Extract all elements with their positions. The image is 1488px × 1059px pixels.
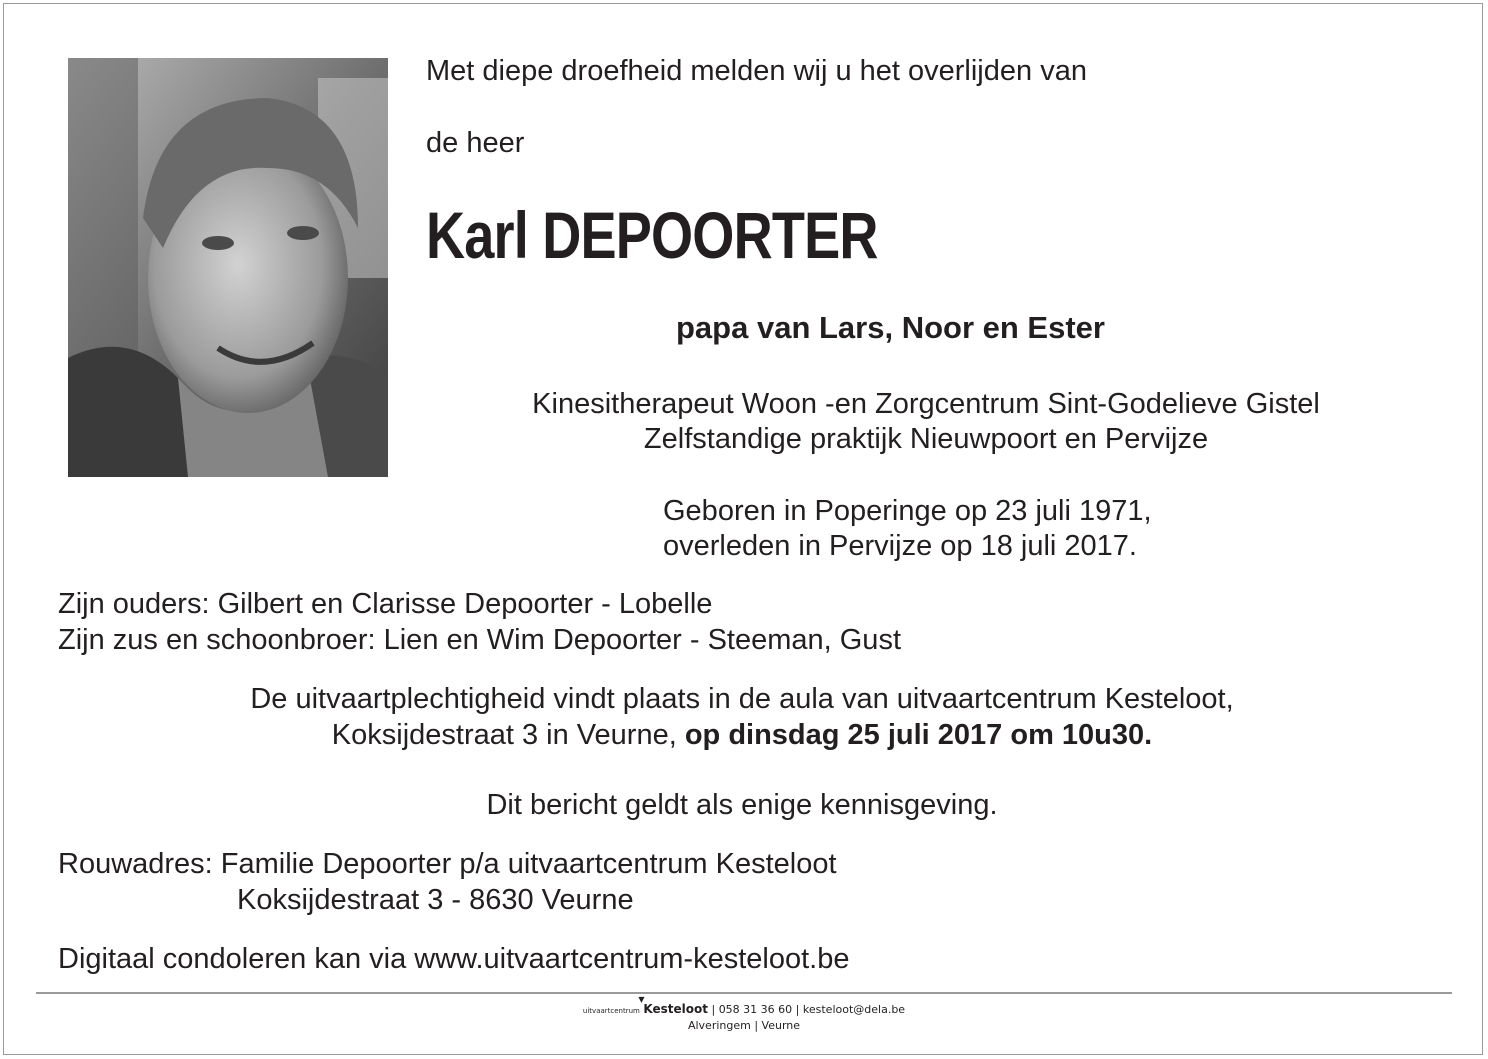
funeral-location: Koksijdestraat 3 in Veurne, <box>331 719 685 751</box>
deceased-name: Karl DEPOORTER <box>426 198 878 272</box>
footer-separator-1: | <box>711 1003 716 1016</box>
portrait-photo <box>68 58 388 477</box>
children-line: papa van Lars, Noor en Ester <box>676 310 1105 345</box>
footer-brand-prefix: uitvaartcentrum <box>582 1007 640 1015</box>
footer-locations: Alveringem | Veurne <box>687 1019 801 1032</box>
work-line-2: Zelfstandige praktijk Nieuwpoort en Pervijze <box>643 423 1209 455</box>
footer-divider <box>36 992 1452 994</box>
title-text: de heer <box>426 127 525 159</box>
funeral-line-2 <box>0 718 1484 753</box>
footer-phone: 058 31 36 60 <box>718 1003 793 1016</box>
portrait-illustration <box>68 58 388 477</box>
footer-separator-2: | <box>795 1003 800 1016</box>
siblings-line: Zijn zus en schoonbroer: Lien en Wim Depoorter - Steeman, Gust <box>58 624 901 656</box>
brand-marker-icon: ▼ <box>638 995 645 1004</box>
intro-text: Met diepe droefheid melden wij u het overlijden van <box>426 55 1087 87</box>
condolences-line: Digitaal condoleren kan via www.uitvaartcentrum-kesteloot.be <box>58 943 850 975</box>
funeral-line-1: De uitvaartplechtigheid vindt plaats in de aula van uitvaartcentrum Kesteloot, <box>250 683 1234 715</box>
work-line-1: Kinesitherapeut Woon -en Zorgcentrum Sint-Godelieve Gistel <box>532 388 1320 420</box>
footer-email: kesteloot@dela.be <box>802 1003 906 1016</box>
birth-line: Geboren in Poperinge op 23 juli 1971, <box>663 495 1152 527</box>
parents-line: Zijn ouders: Gilbert en Clarisse Depoorter - Lobelle <box>58 588 713 620</box>
footer-brand-name: Kesteloot <box>643 1002 708 1016</box>
address-line-1: Rouwadres: Familie Depoorter p/a uitvaartcentrum Kesteloot <box>58 848 837 880</box>
address-line-2: Koksijdestraat 3 - 8630 Veurne <box>237 884 634 916</box>
footer-contact <box>0 995 1488 1018</box>
footer-brand <box>638 995 708 1016</box>
death-line: overleden in Pervijze op 18 juli 2017. <box>663 530 1137 562</box>
funeral-datetime: op dinsdag 25 juli 2017 om 10u30. <box>684 719 1153 751</box>
notice-line: Dit bericht geldt als enige kennisgeving. <box>486 789 998 821</box>
